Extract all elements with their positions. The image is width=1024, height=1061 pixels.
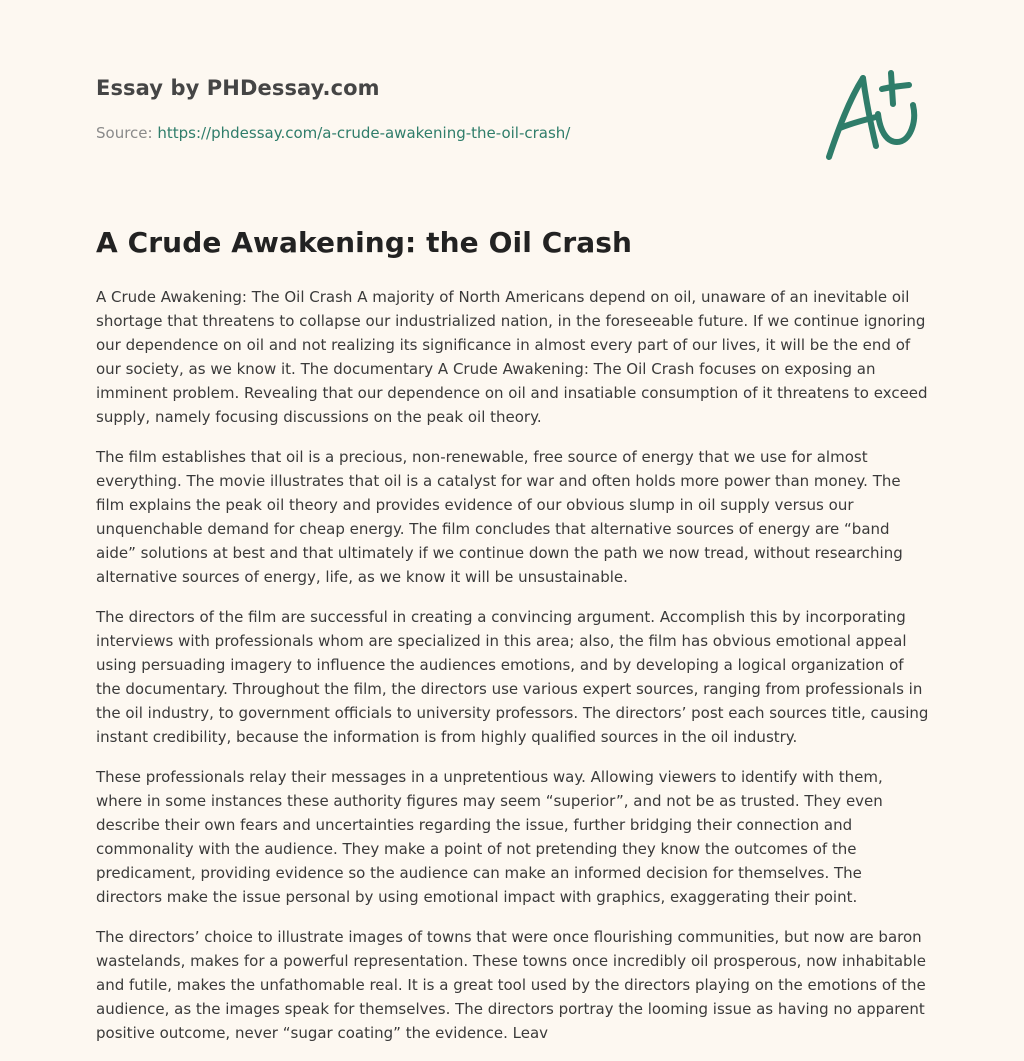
a-plus-grade-icon	[818, 66, 930, 166]
source-label: Source:	[96, 124, 158, 142]
essay-paragraph: The directors of the film are successful in creating a convincing argument. Accomplish this by incorporating interviews with professionals whom are specialized in this area; also, the film has obvious emotional appeal using persuading imagery to influence the audiences emotions, and by developing a logical organization of the documentary. Throughout the film, the directors use various expert sources, ranging from professionals in the oil industry, to government officials to university professors. The directors’ post each sources title, causing instant credibility, because the information is from highly qualified sources in the oil industry.	[96, 608, 929, 746]
site-brand: Essay by PHDessay.com	[96, 76, 380, 100]
essay-paragraph: The film establishes that oil is a precious, non-renewable, free source of energy that we use for almost everything. The movie illustrates that oil is a catalyst for war and often holds more power than money. The film explains the peak oil theory and provides evidence of our obvious slump in oil supply versus our unquenchable demand for cheap energy. The film concludes that alternative sources of energy are “band aide” solutions at best and that ultimately if we continue down the path we now tread, without researching alternative sources of energy, life, as we know it will be unsustainable.	[96, 448, 903, 586]
essay-title: A Crude Awakening: the Oil Crash	[96, 226, 633, 259]
source-line	[96, 124, 570, 142]
essay-body	[96, 285, 930, 1061]
essay-paragraph: A Crude Awakening: The Oil Crash A majority of North Americans depend on oil, unaware of an inevitable oil shortage that threatens to collapse our industrialized nation, in the foreseeable future. If we continue ignoring our dependence on oil and not realizing its significance in almost every part of our lives, it will be the end of our society, as we know it. The documentary A Crude Awakening: The Oil Crash focuses on exposing an imminent problem. Revealing that our dependence on oil and insatiable consumption of it threatens to exceed supply, namely focusing discussions on the peak oil theory.	[96, 288, 928, 426]
essay-paragraph: The directors’ choice to illustrate images of towns that were once flourishing communities, but now are baron wastelands, makes for a powerful representation. These towns once incredibly oil prosperous, now inhabitable and futile, makes the unfathomable real. It is a great tool used by the directors playing on the emotions of the audience, as the images speak for themselves. The directors portray the looming issue as having no apparent positive outcome, never “sugar coating” the evidence. Leav	[96, 928, 926, 1042]
essay-paragraph: These professionals relay their messages in a unpretentious way. Allowing viewers to identify with them, where in some instances these authority figures may seem “superior”, and not be as trusted. They even describe their own fears and uncertainties regarding the issue, further bridging their connection and commonality with the audience. They make a point of not pretending they know the outcomes of the predicament, providing evidence so the audience can make an informed decision for themselves. The directors make the issue personal by using emotional impact with graphics, exaggerating their point.	[96, 768, 883, 906]
source-link[interactable]: https://phdessay.com/a-crude-awakening-the-oil-crash/	[157, 124, 571, 142]
